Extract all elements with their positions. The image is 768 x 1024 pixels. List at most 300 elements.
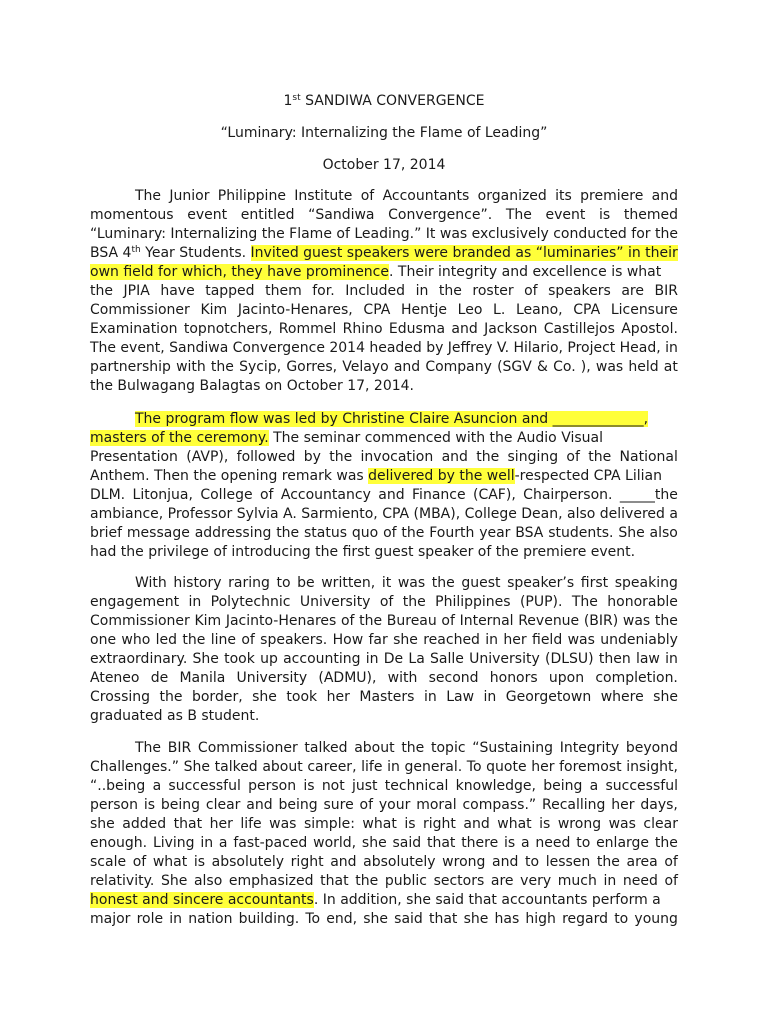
word: DLM.	[90, 487, 126, 503]
word: the	[588, 449, 612, 465]
word: knowledge,	[455, 778, 536, 794]
word: insight,	[626, 759, 678, 775]
word: entitled	[240, 207, 295, 223]
text-line	[90, 505, 678, 524]
word: she	[363, 911, 388, 927]
word: building.	[238, 911, 300, 927]
word: Integrity	[559, 740, 620, 756]
word: about	[354, 740, 395, 756]
word: She	[160, 873, 188, 889]
word: (PUP).	[519, 594, 563, 610]
word: sure	[323, 797, 354, 813]
word: in	[603, 873, 617, 889]
text-line	[90, 282, 678, 301]
text-line	[90, 339, 678, 358]
word: Leano,	[515, 302, 563, 318]
word: have	[160, 283, 195, 299]
word: in	[423, 689, 437, 705]
text-line: BSA 4th Year Students. Invited guest speakers were branded as “luminaries” in their	[90, 245, 678, 261]
word: field	[532, 632, 563, 648]
text-line	[90, 631, 678, 650]
word: for.	[312, 283, 335, 299]
word: Castillejos	[543, 321, 615, 337]
word: ),	[580, 359, 591, 375]
text-line: honest and sincere accountants. In addition, she said that accountants perform a	[90, 892, 661, 908]
word: The	[90, 340, 117, 356]
word: where	[600, 689, 644, 705]
word: of	[132, 854, 147, 870]
word: BIR	[167, 740, 192, 756]
word: quo	[351, 525, 379, 541]
word: the	[596, 854, 620, 870]
word: Edusma	[388, 321, 446, 337]
text-line	[90, 758, 678, 777]
word: a	[521, 835, 530, 851]
word: is	[143, 797, 156, 813]
word: Sylvia	[236, 506, 279, 522]
word: simple:	[303, 816, 355, 832]
word: and	[451, 321, 478, 337]
word: partnership	[90, 359, 171, 375]
text-line	[90, 358, 678, 377]
word: added	[122, 816, 167, 832]
word: that	[173, 816, 203, 832]
word: enlarge	[596, 835, 650, 851]
word: them	[265, 283, 302, 299]
text-line	[90, 796, 678, 815]
word: led	[155, 632, 178, 648]
word: also	[567, 506, 596, 522]
word: technical	[384, 778, 449, 794]
word: Internal	[459, 613, 514, 629]
word: Kim	[194, 613, 222, 629]
word: a	[589, 778, 599, 794]
word: of	[383, 525, 397, 541]
word: Leo	[457, 302, 483, 318]
word: premiere	[580, 188, 644, 204]
word: Presentation	[90, 449, 178, 465]
word: also	[649, 525, 678, 541]
word: it	[381, 575, 392, 591]
word: the	[654, 226, 678, 242]
word: need	[622, 873, 658, 889]
word: to	[576, 835, 591, 851]
word: Recalling	[542, 797, 606, 813]
word: delivered	[599, 506, 665, 522]
word: clear	[205, 797, 241, 813]
highlight: honest and sincere accountants	[90, 892, 314, 908]
word: be	[297, 575, 315, 591]
word: of	[360, 188, 375, 204]
word: line	[210, 632, 236, 648]
word: L.	[493, 302, 506, 318]
text-line	[90, 853, 678, 872]
word: Apostol.	[621, 321, 678, 337]
word: was	[622, 613, 651, 629]
word: of	[664, 873, 678, 889]
word: Manila	[179, 670, 226, 686]
word: nation	[188, 911, 233, 927]
word: (ADMU),	[318, 670, 377, 686]
word: Living	[152, 835, 195, 851]
word: the	[401, 525, 425, 541]
word: Jacinto-Henares	[225, 613, 337, 629]
word: Masters	[359, 689, 415, 705]
word: scale	[90, 854, 127, 870]
word: roster	[472, 283, 514, 299]
word: completion.	[595, 670, 678, 686]
word: what	[362, 816, 397, 832]
word: is	[193, 854, 206, 870]
word: Commissioner	[197, 740, 298, 756]
word: conducted	[553, 226, 627, 242]
word: young	[634, 911, 678, 927]
word: tapped	[205, 283, 255, 299]
word: With	[135, 575, 167, 591]
word: Commissioner	[90, 302, 190, 318]
word: A.	[283, 506, 297, 522]
word: year	[479, 525, 511, 541]
word: by	[303, 449, 321, 465]
word: person	[248, 778, 297, 794]
word: College	[464, 506, 517, 522]
word: she	[463, 911, 489, 927]
word: organized	[477, 188, 547, 204]
word: de	[150, 670, 169, 686]
word: honorable	[607, 594, 678, 610]
doc-date: October 17, 2014	[322, 157, 446, 173]
word: she	[653, 689, 678, 705]
word: in	[387, 759, 400, 775]
word: engagement	[90, 594, 180, 610]
word: successful	[168, 778, 241, 794]
word: the	[438, 283, 462, 299]
word: that	[426, 835, 456, 851]
word: How	[332, 632, 364, 648]
word: Gorres,	[286, 359, 338, 375]
word: Kim	[200, 302, 228, 318]
word: the	[90, 283, 113, 299]
word: she	[393, 632, 418, 648]
text-line	[90, 524, 678, 543]
highlight: Invited guest speakers were branded as “luminaries” in their	[250, 245, 678, 261]
word: the	[210, 359, 234, 375]
word: was	[439, 226, 468, 242]
word: of	[664, 854, 678, 870]
word: CPA	[573, 302, 601, 318]
word: one	[90, 632, 117, 648]
text-line	[90, 834, 678, 853]
text-line	[90, 593, 678, 612]
text-line: the Bulwagang Balagtas on October 17, 2014.	[90, 378, 415, 394]
word: right	[423, 816, 456, 832]
word: of	[359, 797, 374, 813]
word: Licensure	[610, 302, 678, 318]
word: the	[276, 525, 300, 541]
word: her	[209, 816, 233, 832]
word: took	[224, 651, 255, 667]
word: The	[135, 188, 162, 204]
word: who	[121, 632, 151, 648]
word: “..being	[90, 778, 146, 794]
word: event,	[120, 340, 165, 356]
word: Convergence”.	[388, 207, 493, 223]
word: are	[621, 283, 644, 299]
word: the	[402, 594, 426, 610]
word: honors	[489, 670, 538, 686]
word: The	[505, 207, 532, 223]
word: CPA	[382, 506, 410, 522]
word: talked	[304, 740, 348, 756]
word: themed	[623, 207, 678, 223]
highlight: masters of the ceremony.	[90, 430, 269, 446]
word: Sarmiento,	[301, 506, 378, 522]
word: written,	[321, 575, 376, 591]
text-line	[90, 669, 678, 688]
word: foremost	[559, 759, 622, 775]
word: &	[537, 359, 548, 375]
word: at	[663, 359, 678, 375]
word: ambiance,	[90, 506, 164, 522]
text-line	[90, 301, 678, 320]
word: event	[545, 207, 586, 223]
word: Professor	[167, 506, 233, 522]
word: very	[520, 873, 552, 889]
word: and	[246, 797, 273, 813]
word: right	[290, 854, 324, 870]
word: and	[492, 854, 519, 870]
word: world,	[313, 835, 357, 851]
word: held	[628, 359, 659, 375]
word: guest	[461, 575, 501, 591]
word: absolutely	[363, 854, 436, 870]
word: lessen	[545, 854, 591, 870]
doc-theme: “Luminary: Internalizing the Flame of Leading”	[220, 125, 548, 141]
word: Revenue	[518, 613, 580, 629]
word: “Sandiwa	[308, 207, 375, 223]
word: far	[368, 632, 388, 648]
word: just	[352, 778, 378, 794]
word: University	[299, 594, 371, 610]
word: she	[252, 689, 277, 705]
word: The	[135, 740, 162, 756]
word: second	[428, 670, 479, 686]
text-line: masters of the ceremony. The seminar commenced with the Audio Visual	[90, 430, 603, 446]
word: the	[359, 613, 383, 629]
text-line: graduated as B student.	[90, 708, 260, 724]
word: Dean,	[521, 506, 563, 522]
word: wrong	[557, 816, 602, 832]
word: Challenges.”	[90, 759, 179, 775]
word: Jacinto-Henares,	[237, 302, 353, 318]
word: status	[304, 525, 348, 541]
word: (SGV	[497, 359, 532, 375]
highlight: The program flow was led by Christine Claire Asuncion and _____________,	[135, 411, 649, 427]
word: the	[431, 575, 455, 591]
word: To	[466, 759, 482, 775]
word: Polytechnic	[210, 594, 291, 610]
text-line	[90, 910, 678, 929]
word: border,	[191, 689, 243, 705]
word: life	[361, 759, 383, 775]
word: of	[241, 632, 255, 648]
word: Hentje	[400, 302, 447, 318]
word: is	[599, 207, 611, 223]
text-line	[90, 688, 678, 707]
word: V.	[496, 340, 510, 356]
word: compass.”	[462, 797, 537, 813]
word: Examination	[90, 321, 178, 337]
word: Co.	[553, 359, 576, 375]
word: was	[397, 575, 426, 591]
word: Jeffrey	[447, 340, 493, 356]
word: the	[261, 226, 285, 242]
word: The	[571, 594, 598, 610]
word: “Luminary:	[90, 226, 166, 242]
word: with	[176, 359, 206, 375]
word: of	[259, 487, 274, 503]
word: Sycip,	[239, 359, 282, 375]
word: speakers	[548, 283, 611, 299]
word: Accountancy	[280, 487, 371, 503]
word: Leading.”	[354, 226, 422, 242]
word: her	[611, 797, 635, 813]
word: reached	[423, 632, 480, 648]
word: of	[524, 283, 538, 299]
word: and	[330, 854, 357, 870]
word: It	[425, 226, 436, 242]
word: brief	[90, 525, 123, 541]
text-line	[135, 739, 678, 758]
word: in	[169, 911, 183, 927]
word: CPA	[363, 302, 391, 318]
word: up	[260, 651, 278, 667]
text-line	[90, 206, 678, 225]
word: invocation	[360, 449, 434, 465]
highlight: own field for which, they have prominence	[90, 264, 389, 280]
word: general.	[404, 759, 463, 775]
word: the	[654, 613, 678, 629]
word: of	[340, 613, 355, 629]
word: Chairperson.	[523, 487, 613, 503]
word: Litonjua,	[132, 487, 193, 503]
word: extraordinary.	[90, 651, 188, 667]
word: BSA	[515, 525, 544, 541]
word: a	[669, 506, 678, 522]
word: of	[566, 449, 580, 465]
word: was	[595, 359, 624, 375]
word: followed	[236, 449, 296, 465]
word: Bureau	[386, 613, 437, 629]
word: (DLSU)	[544, 651, 594, 667]
word: wrong	[442, 854, 486, 870]
word: “Sustaining	[472, 740, 554, 756]
word: much	[557, 873, 597, 889]
word: law	[635, 651, 660, 667]
word: Internalizing	[170, 226, 258, 242]
text-line: Anthem. Then the opening remark was delivered by the well-respected CPA Lilian	[90, 468, 662, 484]
word: BIR	[654, 283, 678, 299]
word: University	[469, 651, 540, 667]
word: by	[426, 340, 444, 356]
word: Rhino	[342, 321, 383, 337]
word: the	[159, 689, 183, 705]
word: history	[173, 575, 222, 591]
word: National	[619, 449, 678, 465]
text-line	[90, 872, 678, 891]
word: of	[379, 594, 394, 610]
word: the	[654, 835, 678, 851]
doc-title: 1st SANDIWA CONVERGENCE	[283, 93, 485, 109]
word: Flame	[289, 226, 332, 242]
word: fast-paced	[233, 835, 308, 851]
word: event	[187, 207, 228, 223]
word: (BIR)	[583, 613, 619, 629]
word: message	[126, 525, 190, 541]
word: speaker’s	[507, 575, 575, 591]
word: absolutely	[211, 854, 285, 870]
word: area	[626, 854, 658, 870]
word: took	[286, 689, 318, 705]
word: Salle	[430, 651, 464, 667]
word: is	[404, 816, 416, 832]
word: need	[535, 835, 571, 851]
word: what	[497, 816, 532, 832]
word: Hilario,	[513, 340, 563, 356]
word: Sandiwa	[169, 340, 229, 356]
word: Junior	[169, 188, 210, 204]
word: end,	[326, 911, 358, 927]
word: said	[392, 835, 422, 851]
word: person	[90, 797, 138, 813]
word: quote	[486, 759, 527, 775]
word: (AVP),	[186, 449, 229, 465]
word: to	[525, 854, 540, 870]
text-line	[90, 650, 678, 669]
word: days,	[640, 797, 678, 813]
word: then	[598, 651, 631, 667]
word: of	[441, 613, 455, 629]
text-line	[90, 612, 678, 631]
word: for	[631, 226, 651, 242]
word: Jackson	[484, 321, 538, 337]
word: is	[539, 816, 551, 832]
word: moral	[416, 797, 457, 813]
word: her	[531, 759, 555, 775]
word: being	[543, 778, 583, 794]
word: accounting	[283, 651, 361, 667]
word: a	[218, 835, 228, 851]
word: was	[567, 632, 595, 648]
word: role	[136, 911, 164, 927]
text-line	[90, 777, 678, 796]
word: she	[361, 835, 387, 851]
word: (CAF),	[472, 487, 516, 503]
word: the	[401, 740, 425, 756]
word: Rommel	[278, 321, 337, 337]
word: that	[428, 911, 458, 927]
word: its	[555, 188, 572, 204]
word: beyond	[625, 740, 678, 756]
word: upon	[548, 670, 585, 686]
word: students.	[548, 525, 614, 541]
word: the	[182, 632, 206, 648]
word: that	[320, 873, 349, 889]
word: the	[355, 873, 379, 889]
word: the	[476, 449, 500, 465]
word: being	[160, 797, 201, 813]
word: Institute	[294, 188, 353, 204]
